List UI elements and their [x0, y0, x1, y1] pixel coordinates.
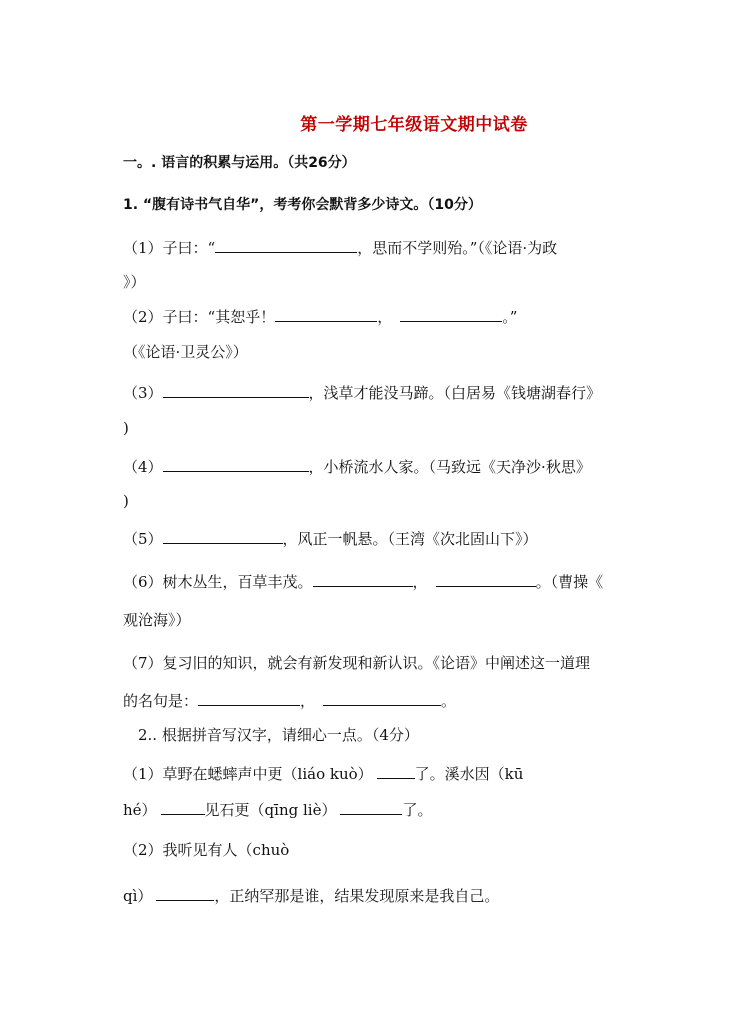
- q1-item-7: （7）复习旧的知识，就会有新发现和新认识。《论语》中阐述这一道理: [123, 654, 591, 672]
- q2-line-4-b: ，正纳罕那是谁，结果发现原来是我自己。: [214, 887, 500, 905]
- answer-blank[interactable]: [163, 455, 309, 472]
- q1-item-7-cont: [123, 689, 638, 711]
- q1-item-1: [123, 236, 638, 258]
- answer-blank[interactable]: [400, 305, 502, 322]
- question-2-stem: 2.. 根据拼音写汉字，请细心一点。（4分）: [138, 726, 419, 744]
- q1-item-2-cont: （《论语·卫灵公》）: [123, 343, 248, 361]
- q1-item-6-post: 。（曹操《: [535, 573, 604, 591]
- q1-item-6-pre: （6）树木丛生，百草丰茂。: [123, 573, 313, 591]
- q1-item-3-pre: （3）: [123, 384, 163, 402]
- q2-line-4-a: qì）: [123, 887, 153, 905]
- answer-blank[interactable]: [163, 527, 283, 544]
- q1-item-4: [123, 455, 638, 477]
- q1-item-6: [123, 570, 638, 592]
- q1-item-1-cont: 》）: [123, 273, 146, 291]
- question-1-stem: 1. “腹有诗书气自华”，考考你会默背多少诗文。（10分）: [123, 197, 482, 213]
- answer-blank[interactable]: [377, 762, 415, 779]
- q1-item-2: [123, 305, 638, 327]
- answer-blank[interactable]: [198, 689, 300, 706]
- q2-line-1-a: （1）草野在蟋蟀声中更（liáo kuò）: [123, 765, 373, 783]
- q1-item-1-pre: （1）子曰：“: [123, 239, 216, 257]
- q1-item-7-cont-post: 。: [441, 692, 457, 710]
- answer-blank[interactable]: [340, 798, 402, 815]
- q2-line-2-a: hé）: [123, 801, 157, 819]
- q1-item-3-cont: ): [123, 419, 129, 437]
- answer-blank[interactable]: [215, 236, 357, 253]
- q1-item-1-post: ，思而不学则殆。”（《论语·为政: [357, 239, 558, 257]
- q1-item-2-pre: （2）子曰：“其恕乎！: [123, 308, 276, 326]
- q2-line-2: [123, 798, 638, 820]
- answer-blank[interactable]: [323, 689, 441, 706]
- answer-blank[interactable]: [161, 798, 205, 815]
- q2-line-1: [123, 762, 638, 784]
- q1-item-6-mid: ，: [412, 573, 428, 591]
- q1-item-2-mid: ，: [377, 308, 393, 326]
- q1-item-4-cont: ): [123, 492, 129, 510]
- q1-item-5-post: ，风正一帆悬。（王湾《次北固山下》）: [282, 530, 538, 548]
- section-heading: 一。. 语言的积累与运用。（共26分）: [123, 155, 356, 171]
- q1-item-7-cont-mid: ，: [300, 692, 316, 710]
- q1-item-5-pre: （5）: [123, 530, 163, 548]
- q1-item-4-post: ，小桥流水人家。（马致远《天净沙·秋思》: [308, 458, 591, 476]
- q1-item-4-pre: （4）: [123, 458, 163, 476]
- answer-blank[interactable]: [275, 305, 377, 322]
- q2-line-1-b: 了。溪水因（kū: [414, 765, 524, 783]
- q2-line-3: （2）我听见有人（chuò: [123, 841, 290, 859]
- q1-item-7-cont-pre: 的名句是：: [123, 692, 199, 710]
- answer-blank[interactable]: [163, 381, 309, 398]
- q1-item-2-post: 。”: [502, 308, 518, 326]
- q1-item-6-cont: 观沧海》）: [123, 611, 191, 629]
- q1-item-3-post: ，浅草才能没马蹄。（白居易《钱塘湖春行》: [308, 384, 602, 402]
- q2-line-4: [123, 884, 638, 906]
- answer-blank[interactable]: [156, 884, 214, 901]
- q1-item-3: [123, 381, 638, 403]
- q1-item-5: [123, 527, 638, 549]
- q2-line-2-c: 了。: [402, 801, 433, 819]
- answer-blank[interactable]: [436, 570, 536, 587]
- answer-blank[interactable]: [313, 570, 413, 587]
- q2-line-2-b: 见石更（qīng liè）: [204, 801, 337, 819]
- page-title: 第一学期七年级语文期中试卷: [300, 115, 528, 135]
